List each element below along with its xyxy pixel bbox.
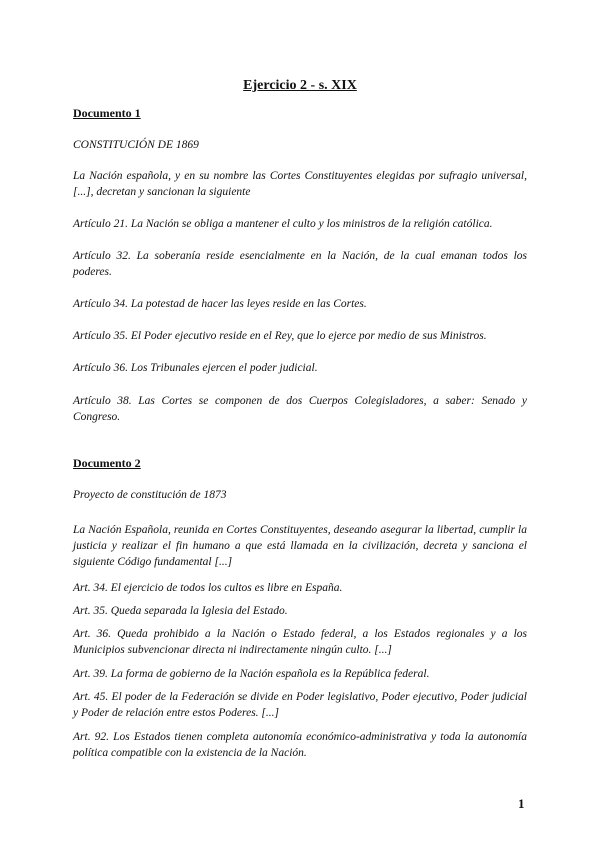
doc1-paragraph: Artículo 34. La potestad de hacer las leyes reside en las Cortes. xyxy=(73,298,367,310)
doc2-subtitle: Proyecto de constitución de 1873 xyxy=(73,489,227,501)
doc2-paragraph: Art. 34. El ejercicio de todos los cultos es libre en España. xyxy=(73,582,343,594)
page-number: 1 xyxy=(518,796,525,811)
doc2-heading: Documento 2 xyxy=(73,456,141,470)
doc2-paragraph: Art. 45. El poder de la Federación se divide en Poder legislativo, Poder ejecutivo, Poder judicial y Poder de relación entre estos Poderes. [...] xyxy=(73,691,527,719)
page-title: Ejercicio 2 - s. XIX xyxy=(243,78,357,93)
doc1-paragraph: Artículo 38. Las Cortes se componen de dos Cuerpos Colegisladores, a saber: Senado y Congreso. xyxy=(73,395,527,423)
doc1-paragraph: Artículo 35. El Poder ejecutivo reside en el Rey, que lo ejerce por medio de sus Ministros. xyxy=(73,330,487,342)
doc2-paragraph: Art. 39. La forma de gobierno de la Nación española es la República federal. xyxy=(73,668,430,680)
doc1-paragraph: Artículo 32. La soberanía reside esencialmente en la Nación, de la cual emanan todos los poderes. xyxy=(73,250,527,278)
doc1-paragraph: Artículo 21. La Nación se obliga a mantener el culto y los ministros de la religión católica. xyxy=(73,218,493,230)
doc1-subtitle: CONSTITUCIÓN DE 1869 xyxy=(73,139,199,151)
doc1-heading: Documento 1 xyxy=(73,106,141,120)
doc1-paragraph: Artículo 36. Los Tribunales ejercen el poder judicial. xyxy=(73,362,318,374)
doc2-paragraph: Art. 36. Queda prohibido a la Nación o Estado federal, a los Estados regionales y a los Municipios subvencionar directa ni indirectamente ningún culto. [...] xyxy=(73,628,527,656)
doc1-paragraph: La Nación española, y en su nombre las Cortes Constituyentes elegidas por sufragio universal, [...], decretan y sancionan la siguiente xyxy=(73,170,527,198)
doc2-paragraph: Art. 92. Los Estados tienen completa autonomía económico-administrativa y toda la autonomía política compatible con la existencia de la Nación. xyxy=(73,731,527,759)
doc2-paragraph: Art. 35. Queda separada la Iglesia del Estado. xyxy=(73,605,288,617)
doc2-paragraph: La Nación Española, reunida en Cortes Constituyentes, deseando asegurar la libertad, cumplir la justicia y realizar el fin humano a que está llamada en la civilización, decreta y sanciona el siguiente Código fundamental [...] xyxy=(73,524,527,568)
